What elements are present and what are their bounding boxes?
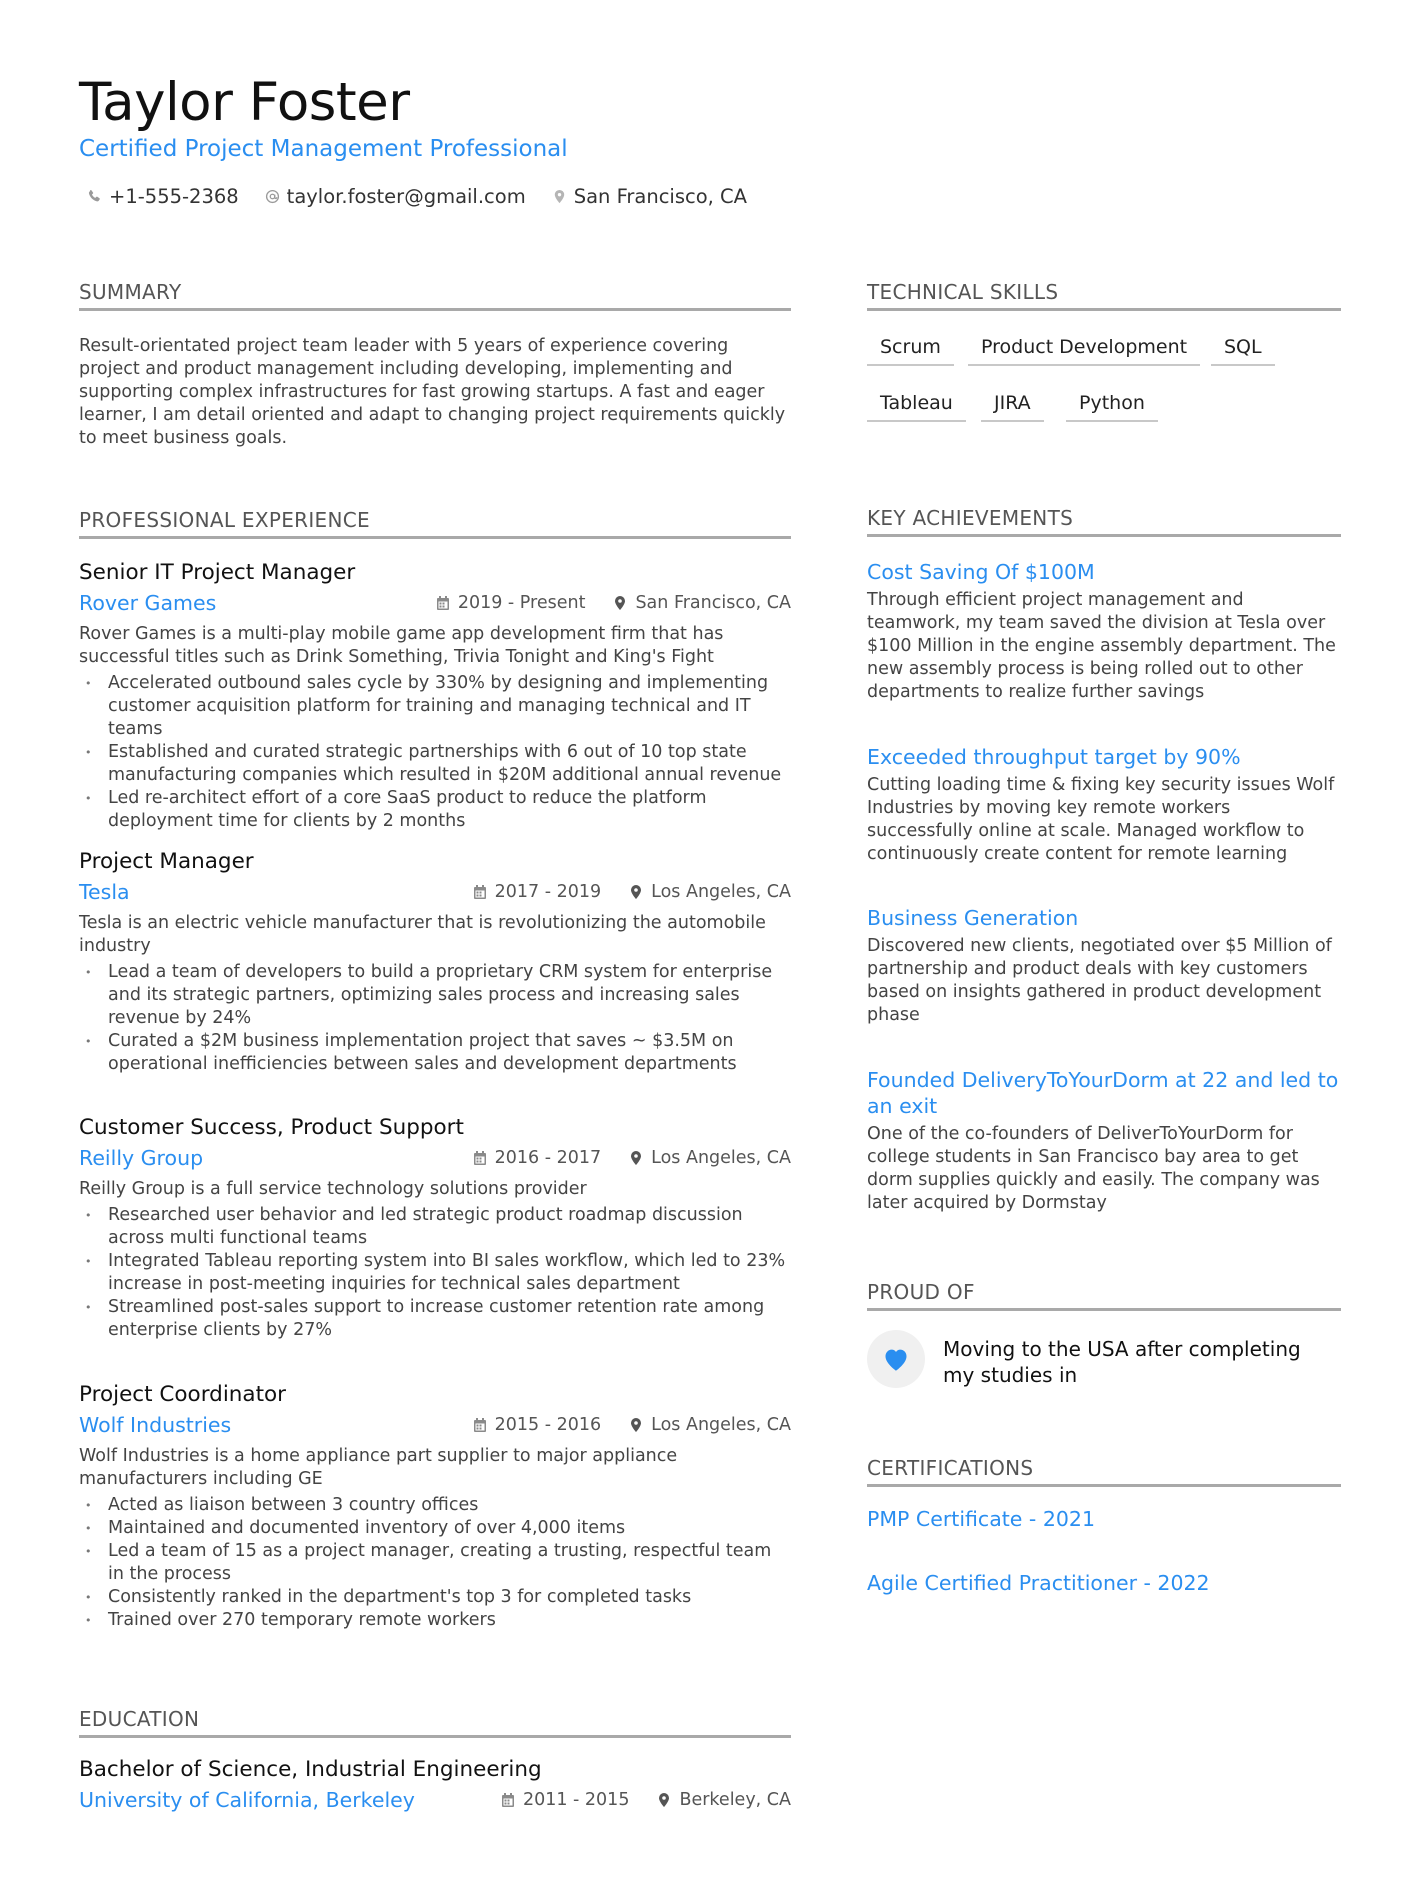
achievement-title: Exceeded throughput target by 90% xyxy=(867,745,1241,769)
job-dates xyxy=(436,593,586,613)
experience-section xyxy=(79,508,791,1630)
job-dates xyxy=(473,1415,602,1435)
location-pin-icon xyxy=(629,1417,643,1433)
experience-heading: PROFESSIONAL EXPERIENCE xyxy=(79,508,791,539)
skill-tag: Scrum xyxy=(867,336,954,366)
achievement-text: Cutting loading time & fixing key security issues Wolf Industries by moving key remote workers successfully online at scale. Managed workflow to continuously create content for remote learning xyxy=(867,775,1335,864)
company-name[interactable]: Rover Games xyxy=(79,591,217,615)
location-text: Los Angeles, CA xyxy=(651,1415,791,1435)
skills-section xyxy=(867,280,1341,311)
job-meta-row xyxy=(79,1413,791,1441)
calendar-icon xyxy=(436,595,450,611)
dates-text: 2015 - 2016 xyxy=(494,1415,602,1435)
at-icon xyxy=(265,189,280,204)
degree-title: Bachelor of Science, Industrial Engineering xyxy=(79,1757,542,1782)
proud-of-section xyxy=(867,1280,1341,1311)
contact-bar xyxy=(87,185,747,208)
bullet-item: • Researched user behavior and led strategic product roadmap discussion across multi functional teams xyxy=(79,1204,791,1250)
job-meta xyxy=(473,882,791,902)
candidate-headline: Certified Project Management Professional xyxy=(79,136,568,162)
bullet-item: • Accelerated outbound sales cycle by 330% by designing and implementing customer acquisition platform for training and managing technical and IT teams xyxy=(79,672,791,741)
bullet-item: • Led a team of 15 as a project manager, creating a trusting, respectful team in the process xyxy=(79,1540,791,1586)
company-description: Reilly Group is a full service technology solutions provider xyxy=(79,1179,587,1199)
location-pin-icon xyxy=(613,595,627,611)
education-entry xyxy=(79,1757,791,1816)
location-pin-icon xyxy=(552,189,567,204)
contact-email[interactable] xyxy=(265,185,526,208)
proud-of-text: Moving to the USA after completing my studies in xyxy=(943,1337,1301,1387)
dates-text: 2011 - 2015 xyxy=(522,1790,630,1810)
achievement-text: Through efficient project management and teamwork, my team saved the division at Tesla over $100 Million in the engine assembly department. The new assembly process is being rolled out to other departments to realize further savings xyxy=(867,590,1336,702)
proud-of-heading: PROUD OF xyxy=(867,1280,1341,1311)
job-meta xyxy=(473,1415,791,1435)
candidate-name: Taylor Foster xyxy=(79,72,410,133)
calendar-icon xyxy=(473,1417,487,1433)
bullet-item: • Established and curated strategic partnerships with 6 out of 10 top state manufacturing companies which resulted in $20M additional annual revenue xyxy=(79,741,791,787)
location-text: Los Angeles, CA xyxy=(651,1148,791,1168)
contact-phone[interactable] xyxy=(87,185,239,208)
bullet-item: • Streamlined post-sales support to increase customer retention rate among enterprise clients by 27% xyxy=(79,1296,791,1342)
bullet-item: • Integrated Tableau reporting system into BI sales workflow, which led to 23% increase in post-meeting inquiries for technical sales department xyxy=(79,1250,791,1296)
job-meta-row xyxy=(79,880,791,908)
calendar-icon xyxy=(501,1792,515,1808)
job-location xyxy=(613,593,791,613)
school-name[interactable]: University of California, Berkeley xyxy=(79,1788,415,1812)
job-location xyxy=(629,1148,791,1168)
dates-text: 2019 - Present xyxy=(457,593,586,613)
education-section xyxy=(79,1707,791,1812)
location-text: San Francisco, CA xyxy=(573,185,748,208)
achievement-item xyxy=(867,1067,1341,1215)
bullet-item: • Trained over 270 temporary remote workers xyxy=(79,1609,791,1632)
achievement-text: Discovered new clients, negotiated over $5 Million of partnership and product deals with key customers based on insights gathered in product development phase xyxy=(867,936,1332,1025)
achievement-title: Business Generation xyxy=(867,906,1079,930)
achievements-section xyxy=(867,506,1341,537)
job-bullets xyxy=(79,672,791,833)
certification-item[interactable]: Agile Certified Practitioner - 2022 xyxy=(867,1571,1210,1595)
bullet-item: • Acted as liaison between 3 country offices xyxy=(79,1494,791,1517)
job-title: Project Coordinator xyxy=(79,1382,287,1407)
education-heading: EDUCATION xyxy=(79,1707,791,1738)
email-text: taylor.foster@gmail.com xyxy=(286,185,526,208)
certifications-heading: CERTIFICATIONS xyxy=(867,1456,1341,1487)
location-text: Berkeley, CA xyxy=(679,1790,791,1810)
contact-location xyxy=(552,185,747,208)
company-name[interactable]: Wolf Industries xyxy=(79,1413,232,1437)
bullet-item: • Led re-architect effort of a core SaaS product to reduce the platform deployment time for clients by 2 months xyxy=(79,787,791,833)
summary-text: Result-orientated project team leader with 5 years of experience covering project and product management including developing, implementing and supporting complex infrastructures for fast growing startups. A fast and eager learner, I am detail oriented and adapt to changing project requirements quickly to meet business goals. xyxy=(79,336,786,448)
job-title: Customer Success, Product Support xyxy=(79,1115,464,1140)
job-dates xyxy=(473,882,602,902)
job-meta xyxy=(473,1148,791,1168)
calendar-icon xyxy=(473,1150,487,1166)
certifications-section xyxy=(867,1456,1341,1487)
job-entry xyxy=(79,560,791,833)
bullet-item: • Curated a $2M business implementation project that saves ~ $3.5M on operational inefficiencies between sales and development departments xyxy=(79,1030,791,1076)
company-description: Tesla is an electric vehicle manufacturer that is revolutionizing the automobile industry xyxy=(79,913,766,956)
bullet-item: • Maintained and documented inventory of over 4,000 items xyxy=(79,1517,791,1540)
job-location xyxy=(629,1415,791,1435)
skill-tag: Tableau xyxy=(867,392,966,422)
company-description: Wolf Industries is a home appliance part supplier to major appliance manufacturers including GE xyxy=(79,1446,678,1489)
job-entry xyxy=(79,1115,791,1342)
location-text: Los Angeles, CA xyxy=(651,882,791,902)
location-text: San Francisco, CA xyxy=(635,593,791,613)
job-bullets xyxy=(79,1494,791,1632)
job-meta-row xyxy=(79,1146,791,1174)
skill-tag: SQL xyxy=(1211,336,1275,366)
phone-text: +1-555-2368 xyxy=(109,185,239,208)
skills-heading: TECHNICAL SKILLS xyxy=(867,280,1341,311)
job-meta xyxy=(436,593,791,613)
bullet-item: • Consistently ranked in the department's top 3 for completed tasks xyxy=(79,1586,791,1609)
education-dates xyxy=(501,1790,630,1810)
location-pin-icon xyxy=(629,1150,643,1166)
heart-icon xyxy=(882,1346,910,1372)
summary-section xyxy=(79,280,791,450)
calendar-icon xyxy=(473,884,487,900)
achievement-item xyxy=(867,905,1341,1027)
job-title: Senior IT Project Manager xyxy=(79,560,356,585)
dates-text: 2016 - 2017 xyxy=(494,1148,602,1168)
company-name[interactable]: Tesla xyxy=(79,880,130,904)
heart-icon-badge xyxy=(867,1330,925,1388)
location-pin-icon xyxy=(657,1792,671,1808)
phone-icon xyxy=(87,189,102,204)
certification-item[interactable]: PMP Certificate - 2021 xyxy=(867,1507,1096,1531)
achievement-text: One of the co-founders of DeliverToYourDorm for college students in San Francisco bay area to get dorm supplies quickly and easily. The company was later acquired by Dormstay xyxy=(867,1124,1320,1213)
job-bullets xyxy=(79,961,791,1076)
skill-tag: JIRA xyxy=(981,392,1044,422)
skill-tag: Python xyxy=(1066,392,1158,422)
job-dates xyxy=(473,1148,602,1168)
achievements-heading: KEY ACHIEVEMENTS xyxy=(867,506,1341,537)
achievement-item xyxy=(867,744,1341,866)
company-description: Rover Games is a multi-play mobile game app development firm that has successful titles such as Drink Something, Trivia Tonight and King's Fight xyxy=(79,624,724,667)
job-entry xyxy=(79,1382,791,1632)
dates-text: 2017 - 2019 xyxy=(494,882,602,902)
company-name[interactable]: Reilly Group xyxy=(79,1146,204,1170)
job-location xyxy=(629,882,791,902)
achievement-item xyxy=(867,559,1341,704)
summary-heading: SUMMARY xyxy=(79,280,791,311)
education-meta-row xyxy=(79,1788,791,1816)
bullet-item: • Lead a team of developers to build a proprietary CRM system for enterprise and its strategic partners, optimizing sales process and increasing sales revenue by 24% xyxy=(79,961,791,1030)
achievement-title: Cost Saving Of $100M xyxy=(867,560,1095,584)
job-meta-row xyxy=(79,591,791,619)
job-bullets xyxy=(79,1204,791,1342)
education-location xyxy=(657,1790,791,1810)
job-entry xyxy=(79,849,791,1076)
education-meta xyxy=(501,1790,791,1810)
achievement-title: Founded DeliveryToYourDorm at 22 and led to an exit xyxy=(867,1068,1339,1118)
location-pin-icon xyxy=(629,884,643,900)
job-title: Project Manager xyxy=(79,849,254,874)
skill-tag: Product Development xyxy=(968,336,1200,366)
